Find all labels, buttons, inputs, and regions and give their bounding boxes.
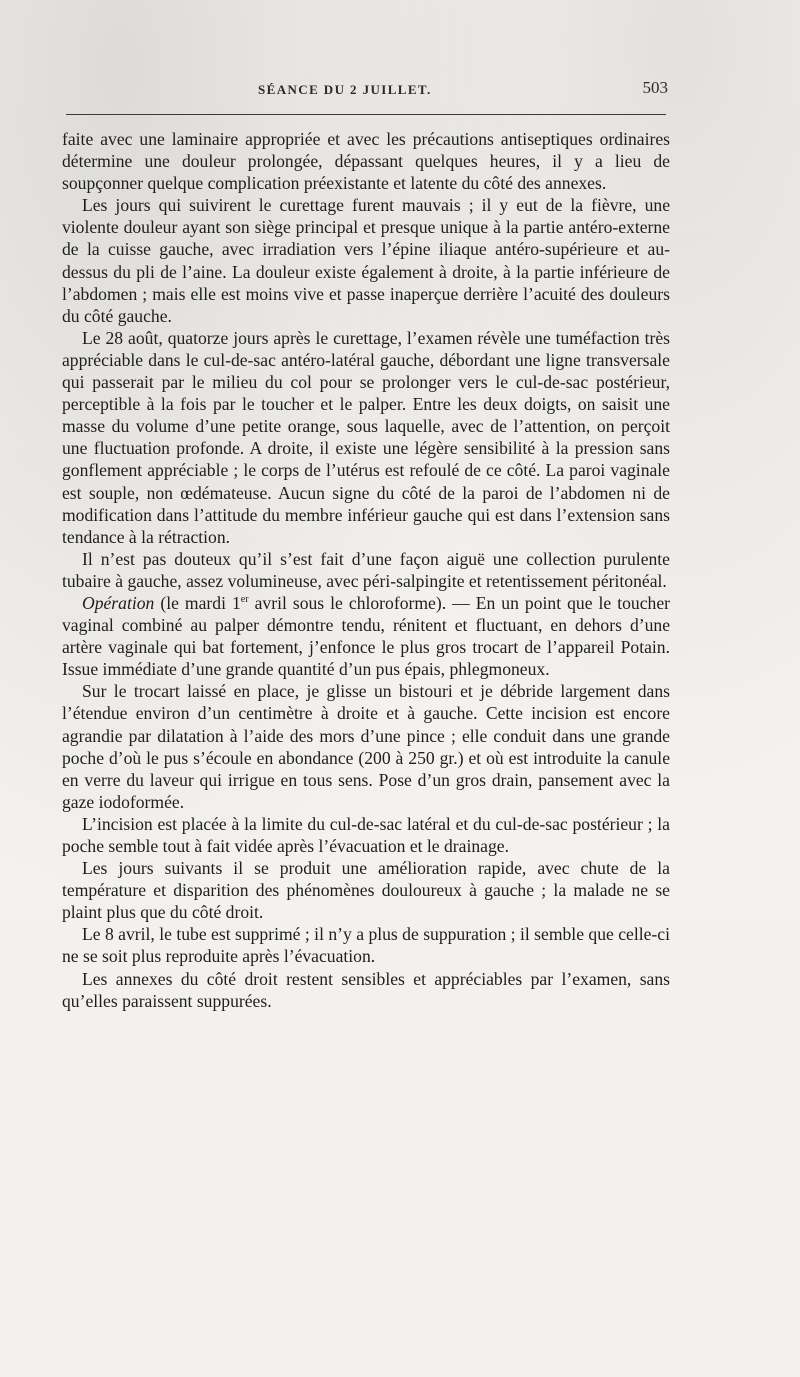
paragraph-5-text-b: avril sous le chloroforme). — En un point que le toucher vaginal combiné au palper démontre tendu, rénitent et fluctuant, en dehors d’une artère vaginale qui bat fortement, j’enfonce le plus gros trocart de l’appareil Potain. Issue immédiate d’une grande quantité d’un pus épais, phlegmoneux. (62, 592, 671, 680)
paragraph-7: L’incision est placée à la limite du cul-de-sac latéral et du cul-de-sac postérieur ; la poche semble tout à fait vidée après l’évacuation et le drainage. (62, 813, 670, 856)
paragraph-6: Sur le trocart laissé en place, je glisse un bistouri et je débride largement dans l’étendue environ d’un centimètre à droite et à gauche. Cette incision est encore agrandie par dilatation à l’aide des mors d’une pince ; elle conduit dans une grande poche d’où le pus s’écoule en abondance (200 à 250 gr.) et où est introduite la canule en verre du laveur qui irrigue en tous sens. Pose d’un gros drain, pansement avec la gaze iodoformée. (62, 681, 670, 812)
paragraph-5 (62, 592, 670, 680)
paragraph-4: Il n’est pas douteux qu’il s’est fait d’une façon aiguë une collection purulente tubaire à gauche, assez volumineuse, avec péri-salpingite et retentissement péritonéal. (62, 548, 670, 591)
operation-label: Opération (82, 592, 155, 613)
body-text (62, 128, 670, 1012)
page-header (62, 78, 668, 102)
paragraph-1: faite avec une laminaire appropriée et avec les précautions antiseptiques ordinaires détermine une douleur prolongée, dépassant quelques heures, il y a lieu de soupçonner quelque complication préexistante et latente du côté des annexes. (62, 129, 670, 194)
ordinal-superscript: er (240, 594, 249, 606)
page-number: 503 (642, 78, 668, 97)
paragraph-8: Les jours suivants il se produit une amélioration rapide, avec chute de la température et disparition des phénomènes douloureux à gauche ; la malade ne se plaint plus que du côté droit. (62, 858, 670, 923)
paragraph-10: Les annexes du côté droit restent sensibles et appréciables par l’examen, sans qu’elles paraissent suppurées. (62, 968, 670, 1011)
running-title: SÉANCE DU 2 JUILLET. (258, 82, 432, 97)
paragraph-9: Le 8 avril, le tube est supprimé ; il n’y a plus de suppuration ; il semble que celle-ci ne se soit plus reproduite après l’évacuation. (62, 924, 670, 967)
paragraph-2: Les jours qui suivirent le curettage furent mauvais ; il y eut de la fièvre, une violente douleur ayant son siège principal et presque unique à la partie antéro-externe de la cuisse gauche, avec irradiation vers l’épine iliaque antéro-supérieure et au-dessus du pli de l’aine. La douleur existe également à droite, à la partie inférieure de l’abdomen ; mais elle est moins vive et passe inaperçue derrière l’acuité des douleurs du côté gauche. (62, 195, 670, 326)
paragraph-5-text-a: (le mardi 1 (154, 592, 241, 613)
header-rule (66, 114, 666, 115)
paragraph-3: Le 28 août, quatorze jours après le curettage, l’examen révèle une tuméfaction très appréciable dans le cul-de-sac antéro-latéral gauche, débordant une ligne transversale qui passerait par le milieu du col pour se prolonger vers le cul-de-sac postérieur, perceptible à la fois par le toucher et le palper. Entre les deux doigts, on saisit une masse du volume d’une petite orange, sous laquelle, avec de l’attention, on perçoit une fluctuation profonde. A droite, il existe une légère sensibilité à la pression sans gonflement appréciable ; le corps de l’utérus est refoulé de ce côté. La paroi vaginale est souple, non œdémateuse. Aucun signe du côté de la paroi de l’abdomen ni de modification dans l’attitude du membre inférieur gauche qui est dans l’extension sans tendance à la rétraction. (62, 327, 670, 547)
